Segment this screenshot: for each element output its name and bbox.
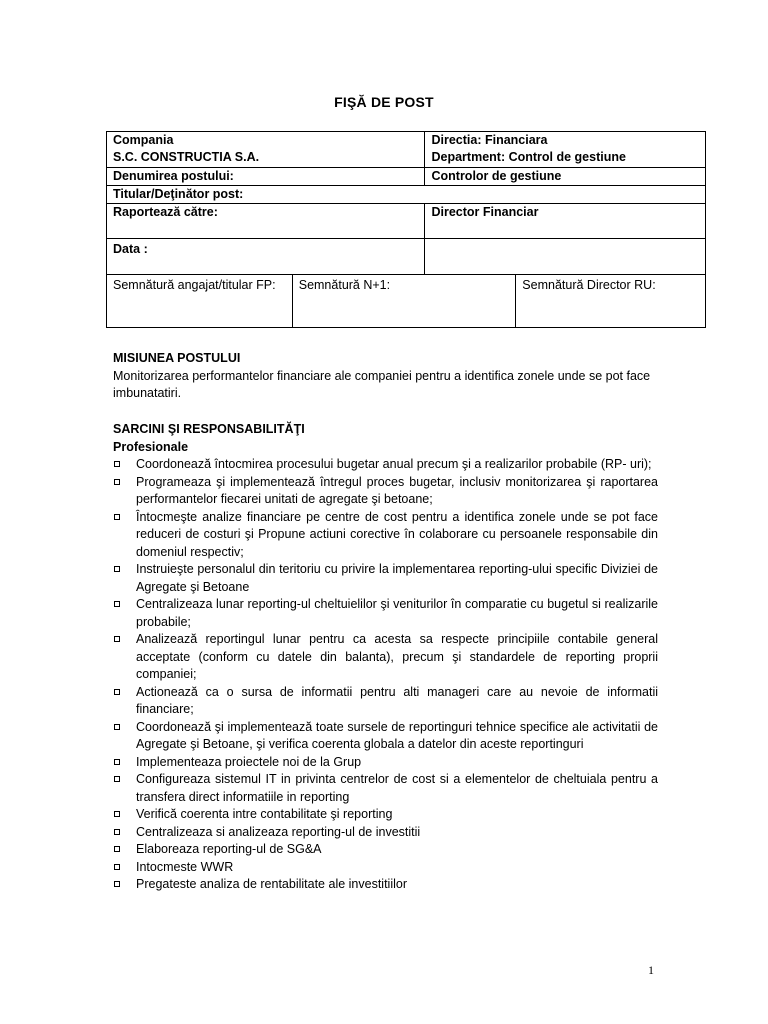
company-name: S.C. CONSTRUCTIA S.A.: [113, 150, 260, 164]
position-value: Controlor de gestiune: [425, 168, 706, 186]
table-row: [107, 132, 706, 168]
square-bullet-icon: [114, 776, 120, 782]
list-item: Pregateste analiza de rentabilitate ale investitiilor: [113, 876, 658, 894]
square-bullet-icon: [114, 479, 120, 485]
list-item: Programeaza şi implementează întregul proces bugetar, inclusiv monitorizarea şi raportarea performantelor fiecarei unitati de agregate şi betoane;: [113, 474, 658, 509]
tasks-subheading: Profesionale: [113, 439, 189, 454]
mission-text: Monitorizarea performantelor financiare ale companiei pentru a identifica zonele unde se pot face imbunatatiri.: [113, 368, 651, 400]
mission-section: [113, 350, 658, 403]
square-bullet-icon: [114, 689, 120, 695]
square-bullet-icon: [114, 846, 120, 852]
list-item: Centralizeaza si analizeaza reporting-ul de investitii: [113, 824, 658, 842]
table-row: [107, 186, 706, 204]
list-item: Întocmeşte analize financiare pe centre de cost pentru a identifica zonele unde se pot face reduceri de costuri şi Propune actiuni corective în colaborare cu persoanele responsabile din domeniul respectiv;: [113, 509, 658, 562]
list-item: Verifică coerenta intre contabilitate şi reporting: [113, 806, 658, 824]
reports-label: Raportează către:: [107, 204, 425, 239]
department-text: Department: Control de gestiune: [431, 150, 626, 164]
list-item: Instruieşte personalul din teritoriu cu privire la implementarea reporting-ului specific Diviziei de Agregate şi Betoane: [113, 561, 658, 596]
list-item: Centralizeaza lunar reporting-ul cheltuielilor şi veniturilor în comparatie cu bugetul si realizarile probabile;: [113, 596, 658, 631]
direction-text: Directia: Financiara: [431, 133, 548, 147]
list-item: Elaboreaza reporting-ul de SG&A: [113, 841, 658, 859]
tasks-heading: SARCINI ŞI RESPONSABILITĂŢI: [113, 422, 305, 436]
list-item: Intocmeste WWR: [113, 859, 658, 877]
list-item: Analizează reportingul lunar pentru ca acesta sa respecte principiile contabile general acceptate (conform cu datele din balanta), precum şi standardele de reporting proprii companiei;: [113, 631, 658, 684]
square-bullet-icon: [114, 514, 120, 520]
signature-n1: Semnătură N+1:: [292, 275, 516, 328]
table-row: [107, 239, 706, 275]
square-bullet-icon: [114, 811, 120, 817]
square-bullet-icon: [114, 636, 120, 642]
list-item: Coordonează întocmirea procesului bugetar anual precum şi a realizarilor probabile (RP- uri);: [113, 456, 658, 474]
square-bullet-icon: [114, 566, 120, 572]
holder-label: Titular/Deţinător post:: [107, 186, 706, 204]
list-item: Configureaza sistemul IT in privinta centrelor de cost si a elementelor de cheltuiala pentru a transfera direct informatiile in reporting: [113, 771, 658, 806]
direction-cell: [425, 132, 706, 168]
square-bullet-icon: [114, 864, 120, 870]
square-bullet-icon: [114, 829, 120, 835]
mission-heading: MISIUNEA POSTULUI: [113, 351, 241, 365]
list-item: Implementeaza proiectele noi de la Grup: [113, 754, 658, 772]
list-item: Coordonează şi implementează toate sursele de reportinguri tehnice specifice ale activitatii de Agregate şi Betoane, şi verifica coerenta globala a datelor din aceste reportinguri: [113, 719, 658, 754]
company-label: Compania: [113, 133, 174, 147]
square-bullet-icon: [114, 881, 120, 887]
date-value: [425, 239, 706, 275]
signature-director: Semnătură Director RU:: [516, 275, 706, 328]
square-bullet-icon: [114, 759, 120, 765]
square-bullet-icon: [114, 724, 120, 730]
job-info-table: [106, 131, 706, 328]
position-label: Denumirea postului:: [107, 168, 425, 186]
table-row: [107, 204, 706, 239]
list-item: Actionează ca o sursa de informatii pentru alti manageri care au nevoie de informatii financiare;: [113, 684, 658, 719]
square-bullet-icon: [114, 461, 120, 467]
table-row: [107, 168, 706, 186]
tasks-section: [113, 421, 658, 894]
company-cell: [107, 132, 425, 168]
signature-employee: Semnătură angajat/titular FP:: [107, 275, 293, 328]
reports-value: Director Financiar: [425, 204, 706, 239]
tasks-list: [113, 456, 658, 894]
square-bullet-icon: [114, 601, 120, 607]
page-title: FIŞĂ DE POST: [334, 94, 434, 110]
page-number: 1: [648, 963, 654, 977]
table-row: [107, 275, 706, 328]
date-label: Data :: [107, 239, 425, 275]
